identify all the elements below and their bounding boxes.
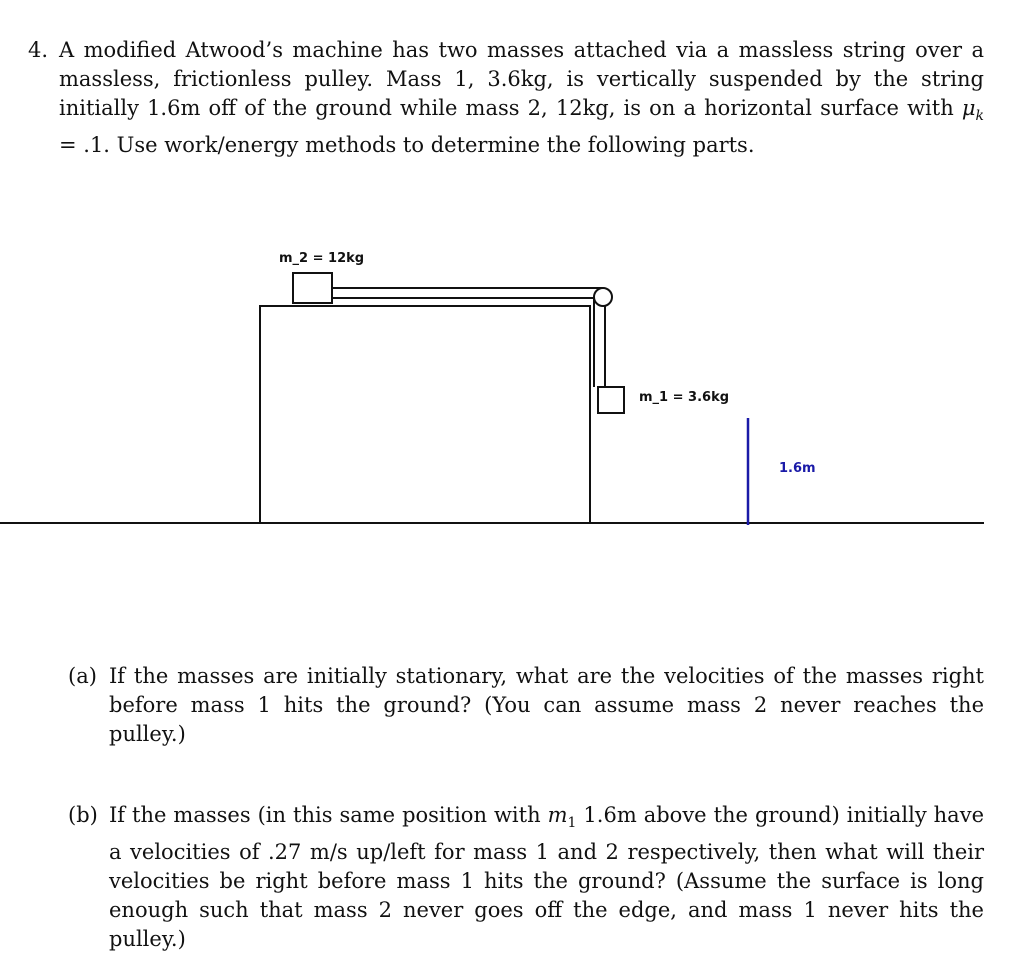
problem-text-part1: A modified Atwood’s machine has two masses attached via a massless string over a massless, frictionless pulley. Mass 1, 3.6kg, is vertically suspended by the string initially 1.6m off of the ground while mass 2, 12kg, is on a horizontal surface with — [59, 38, 984, 120]
atwood-diagram — [0, 240, 1024, 540]
part-a — [68, 662, 984, 749]
atwood-figure — [0, 240, 1024, 540]
m1-variable: $m_1$ — [547, 803, 577, 832]
pulley — [594, 288, 612, 306]
mu-k-symbol: $\mu_k$ — [961, 96, 984, 125]
height-label: 1.6m — [779, 461, 816, 476]
part-b-tag: (b) — [68, 803, 98, 827]
mass-1-label: m_1 = 3.6kg — [639, 390, 730, 405]
problem-text-part2: = .1. Use work/energy methods to determine the following parts. — [59, 133, 755, 158]
table-block — [260, 306, 590, 523]
mass-2-label: m_2 = 12kg — [279, 251, 365, 266]
part-b-text-part1: If the masses (in this same position with — [109, 803, 548, 827]
part-a-text: If the masses are initially stationary, what are the velocities of the masses right before mass 1 hits the ground? (You can assume mass 2 never reaches the pulley.) — [109, 664, 984, 746]
part-b-text-part2: 1.6m above the ground) initially have a velocities of .27 m/s up/left for mass 1 and 2 respectively, then what will their velocities be right before mass 1 hits the ground? (Assume the surface is long enough such that mass 2 never goes off the edge, and mass 1 never hits the pulley.) — [109, 803, 984, 952]
problem-statement — [28, 36, 984, 160]
mass-1-block — [598, 387, 624, 413]
problem-text — [59, 36, 984, 160]
problem-number: 4. — [28, 38, 49, 62]
part-b — [68, 801, 984, 954]
mass-2-block — [293, 273, 332, 303]
part-a-tag: (a) — [68, 664, 97, 688]
part-b-text — [109, 801, 984, 954]
